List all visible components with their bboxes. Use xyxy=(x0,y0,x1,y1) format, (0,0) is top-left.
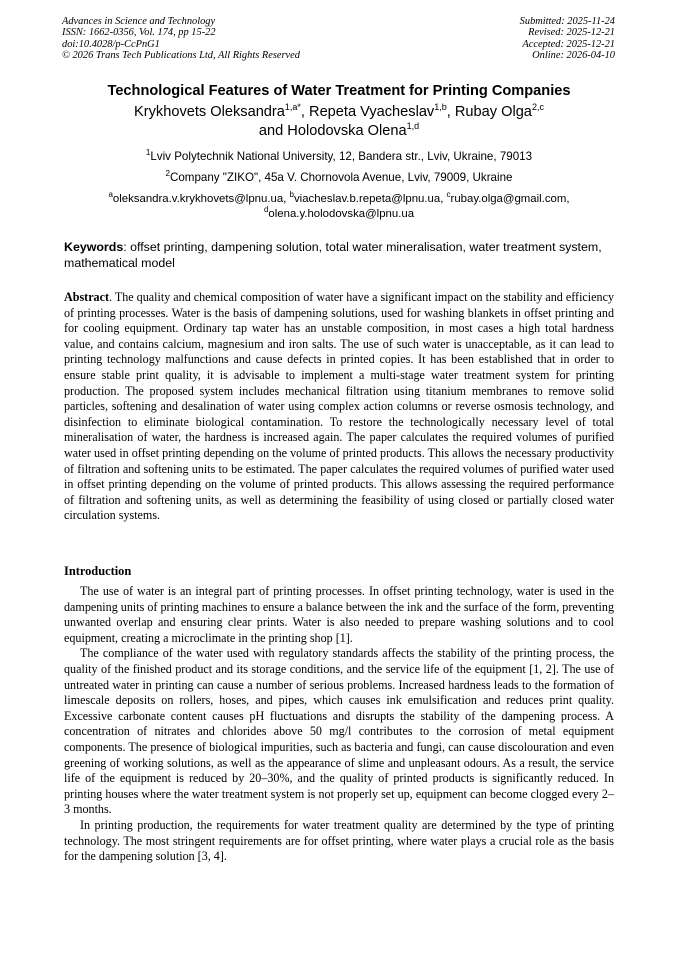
email-separator: , xyxy=(283,193,290,205)
author-separator: , xyxy=(300,104,310,120)
author-list xyxy=(40,103,638,141)
introduction-heading: Introduction xyxy=(64,564,132,578)
email-mark: b xyxy=(289,190,294,200)
affiliation-mark: 2 xyxy=(165,169,170,179)
author-affiliation-mark: 1,d xyxy=(406,121,420,132)
email-separator: , xyxy=(566,193,570,205)
email-link[interactable]: olena.y.holodovska@lpnu.ua xyxy=(268,208,415,220)
email-mark: d xyxy=(263,205,269,215)
keywords-text: : offset printing, dampening solution, total water mineralisation, water treatment system, mathematical model xyxy=(64,240,602,270)
email-link[interactable]: viacheslav.b.repeta@lpnu.ua xyxy=(293,193,441,205)
email-line-1 xyxy=(70,192,608,207)
email-link[interactable]: rubay.olga@gmail.com xyxy=(450,193,567,205)
author-name: Repeta Vyacheslav xyxy=(309,104,435,120)
author-emails xyxy=(70,192,608,222)
copyright: © 2026 Trans Tech Publications Ltd, All Rights Reserved xyxy=(62,50,300,62)
author-name: Rubay Olga xyxy=(454,104,532,120)
doi: doi:10.4028/p-CcPnG1 xyxy=(62,38,160,50)
abstract-text: . The quality and chemical composition of water have a significant impact on the stability and efficiency of printing processes. Water is the basis of dampening solutions, used for washing blankets in offset printing and for cooling equipment. Ordinary tap water has an unstable composition, in most cases a high total hardness value, and contains calcium, magnesium and iron salts. The use of such water is unacceptable, as it can lead to printing technology malfunctions and cause defects in printed copies. It has been established that in order to ensure stable print quality, it is advisable to implement a multi-stage water treatment system for printing production. The proposed system includes mechanical filtration using titanium membranes to remove solid particles, softening and desalination of water using complex action columns or reverse osmosis technology, and disinfection to eliminate biological contamination. To restore the technologically necessary level of total mineralisation of water, the hardness is increased again. The paper calculates the required volumes of purified water used in offset printing depending on the volume of printed products. This allows the necessary productivity of filtration and softening units to be estimated. The paper calculates the required volumes of purified water used in offset printing depending on the volume of printed products. This allows assessing the required performance of filtration and softening units, as well as determining the feasibility of using closed or partially closed water circulation systems. xyxy=(64,290,614,523)
journal-name: Advances in Science and Technology xyxy=(62,16,216,27)
author-line-2 xyxy=(40,122,638,141)
author-name: Krykhovets Oleksandra xyxy=(134,104,285,120)
author-line-1 xyxy=(40,103,638,122)
email-mark: a xyxy=(108,190,113,200)
email-separator: , xyxy=(440,193,447,205)
paragraph: In printing production, the requirements for water treatment quality are determined by the type of printing technology. The most stringent requirements are for offset printing, where water plays a crucial role as the basis for the dampening solution [3, 4]. xyxy=(64,817,614,864)
header-right xyxy=(520,16,615,62)
affiliation-text: Lviv Polytechnik National University, 12, Bandera str., Lviv, Ukraine, 79013 xyxy=(150,150,533,163)
paper-title: Technological Features of Water Treatment for Printing Companies xyxy=(107,83,571,99)
issn: ISSN: 1662-0356, Vol. 174, pp 15-22 xyxy=(62,27,216,39)
affiliation-mark: 1 xyxy=(145,148,151,158)
affiliation-text: Company "ZIKO", 45a V. Chornovola Avenue, Lviv, 79009, Ukraine xyxy=(169,171,513,184)
submitted-date: Submitted: 2025-11-24 xyxy=(519,16,615,27)
keywords xyxy=(64,240,614,271)
introduction-body xyxy=(64,584,614,865)
paragraph: The compliance of the water used with regulatory standards affects the stability of the printing process, the quality of the finished product and its storage conditions, and the service life of the equipment [1, 2]. The use of untreated water in printing can cause a number of serious problems. Increased hardness leads to the formation of limescale deposits on rollers, hoses, and pipes, which causes ink emulsification and reduces print quality. Excessive carbonate content causes pH fluctuations and disrupts the stability of the dampening process. A concentration of nitrates and chlorides above 50 mg/l contributes to the corrosion of metal equipment components. The presence of biological impurities, such as bacteria and fungi, can cause discolouration and even greening of working solutions, as well as the appearance of slime and unpleasant odours. As a result, the service life of the equipment is reduced by 20–30%, and the quality of printed products is significantly reduced. In printing houses where the water treatment system is not properly set up, equipment can become clogged every 2–3 months. xyxy=(64,646,614,817)
author-affiliation-mark: 2,c xyxy=(531,102,544,113)
author-affiliation-mark: 1,a* xyxy=(284,102,301,113)
author-affiliation-mark: 1,b xyxy=(434,102,447,113)
email-link[interactable]: oleksandra.v.krykhovets@lpnu.ua xyxy=(112,193,284,205)
online-date: Online: 2026-04-10 xyxy=(532,50,615,62)
abstract-label: Abstract xyxy=(64,290,110,304)
author-separator: , xyxy=(446,104,455,120)
email-mark: c xyxy=(446,190,451,200)
header-left xyxy=(62,16,300,62)
affiliation-1 xyxy=(40,150,638,164)
author-name: and Holodovska Olena xyxy=(258,123,407,139)
abstract xyxy=(64,290,614,524)
email-line-2 xyxy=(70,207,608,222)
paragraph: The use of water is an integral part of printing processes. In offset printing technology, water is used in the dampening units of printing machines to ensure a balance between the ink and the surface of the form, preventing unwanted overlap and ensuring clear prints. Water is also needed to prepare washing solutions and to cool equipment, creating a microclimate in the printing shop [1]. xyxy=(64,584,614,645)
revised-date: Revised: 2025-12-21 xyxy=(528,27,615,39)
affiliation-2 xyxy=(40,171,638,185)
keywords-label: Keywords xyxy=(64,240,124,254)
accepted-date: Accepted: 2025-12-21 xyxy=(522,38,615,50)
